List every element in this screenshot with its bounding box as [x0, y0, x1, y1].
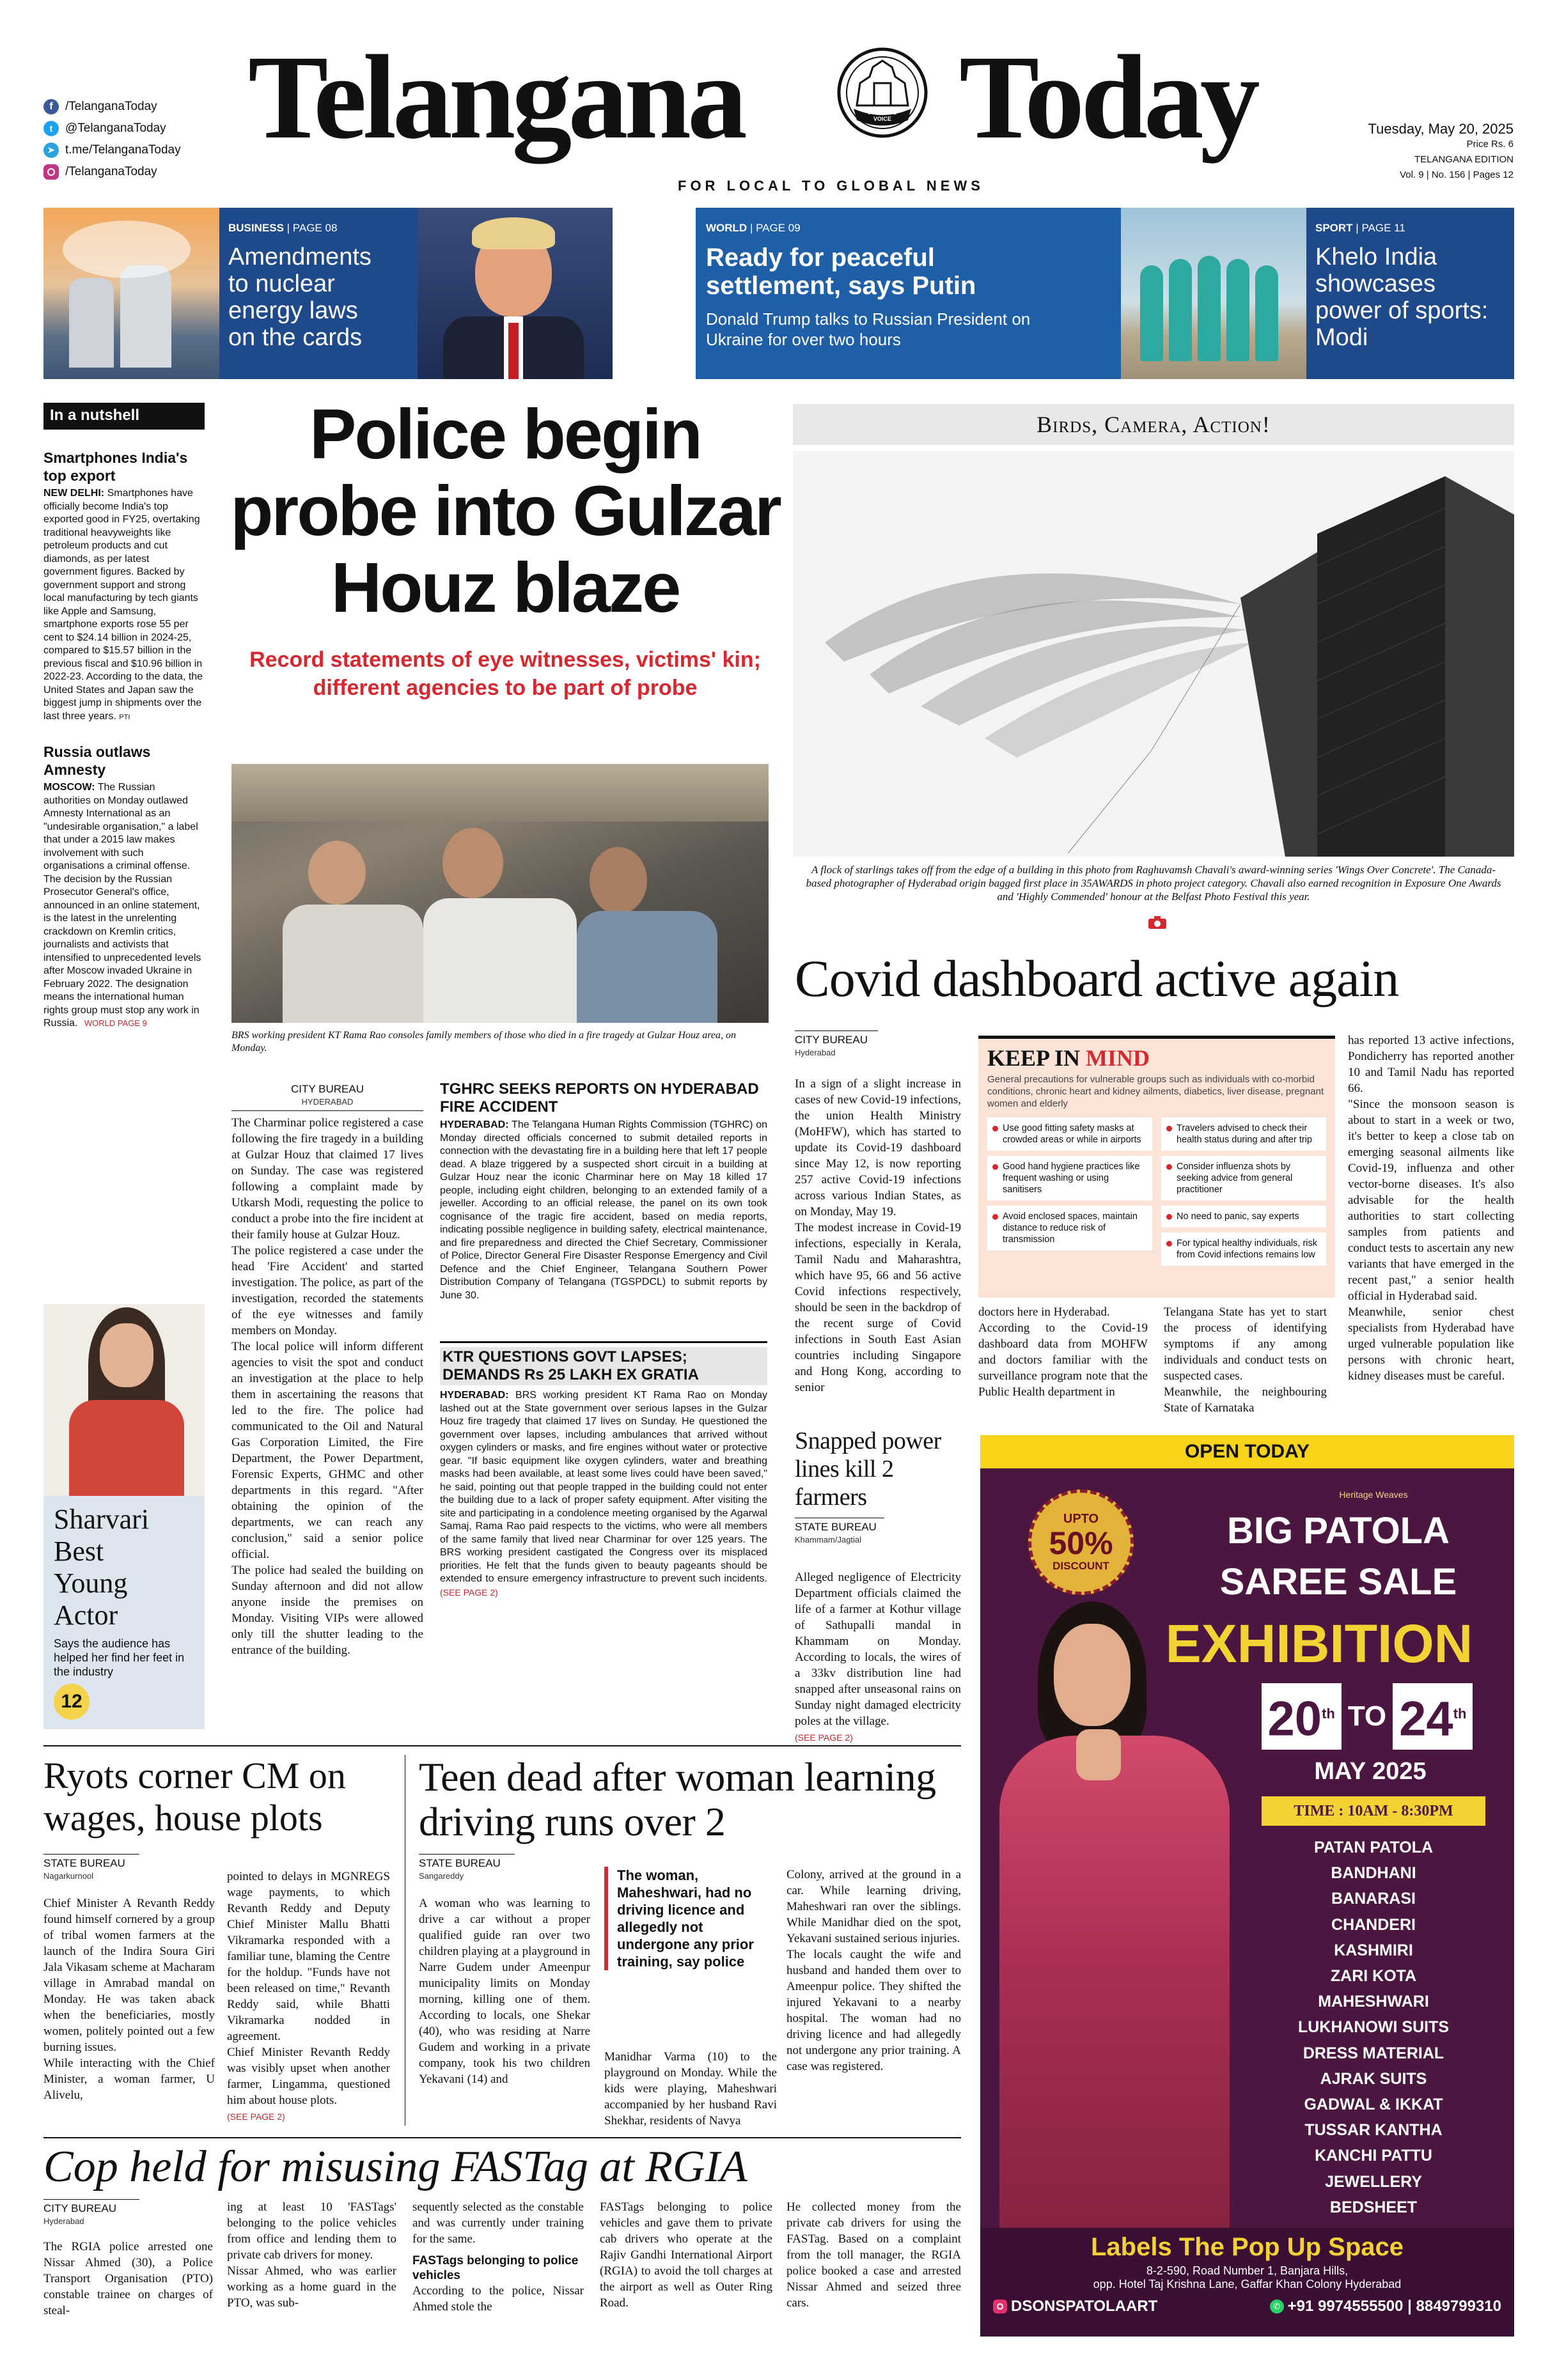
lead-byline: CITY BUREAU: [291, 1083, 364, 1095]
nutshell-label: In a nutshell: [43, 403, 205, 430]
teaser-page: PAGE 08: [292, 222, 338, 234]
fastag-body-col1: The RGIA police arrested one Nissar Ahmed (30), a Police Transport Organisation (PTO) constable trainee on charges of steal-: [43, 2240, 213, 2317]
nutshell-dateline: NEW DELHI:: [43, 488, 105, 499]
bullet-icon: [1166, 1241, 1172, 1247]
box-intro: General precautions for vulnerable groups such as individuals with co-morbid conditions, chronic heart and kidney ailments, diabetics, liver disease, pregnant women and elderly: [987, 1074, 1324, 1109]
twitter-icon: t: [43, 121, 59, 136]
promo-page-badge: 12: [54, 1684, 90, 1720]
price: Price Rs. 6: [1466, 139, 1514, 150]
fastag-dateline: Hyderabad: [43, 2216, 84, 2226]
ad-time: TIME : 10AM - 8:30PM: [1262, 1796, 1485, 1826]
section-divider: [43, 2137, 961, 2138]
ad-venue: Labels The Pop Up Space: [1090, 2233, 1404, 2261]
teaser-image-nuclear: [43, 208, 219, 379]
lead-dateline: HYDERABAD: [301, 1097, 354, 1107]
edition: TELANGANA EDITION: [1414, 154, 1514, 165]
ad-item: LUKHANOWI SUITS: [1297, 2018, 1450, 2037]
fastag-byline-block: [43, 2199, 139, 2227]
box-tip: No need to panic, say experts: [1161, 1206, 1326, 1227]
ktr-dateline: HYDERABAD:: [440, 1390, 509, 1401]
ad-model-illustration: [980, 1589, 1249, 2311]
promo-text: Says the audience has helped her find her feet in the industry: [54, 1637, 185, 1678]
ad-item: TUSSAR KANTHA: [1304, 2121, 1443, 2140]
promo-title: Sharvari Best Young Actor: [54, 1504, 150, 1631]
teaser-page: PAGE 11: [1361, 222, 1405, 234]
lead-headline: Police begin probe into Gulzar Houz blaze: [230, 395, 780, 627]
fastag-byline: CITY BUREAU: [43, 2199, 139, 2216]
teaser-bar: [43, 208, 1514, 379]
ad-phone[interactable]: +91 9974555500 | 8849799310: [1287, 2298, 1501, 2315]
ad-footer: [980, 2228, 1514, 2337]
lead-photo: [231, 764, 769, 1023]
bullet-icon: [992, 1164, 998, 1170]
ktr-story[interactable]: [440, 1341, 767, 1599]
power-body: Alleged negligence of Electricity Department officials claimed the life of a farmer at Kothur village of Sathupalli mandal in Khammam on Monday. According to locals, the wires of a 33kv distribution line had snapped after unseasonal rains on Sunday night damaged electricity poles at the village.: [795, 1571, 961, 1728]
ad-item: KASHMIRI: [1334, 1941, 1413, 1959]
promo-box[interactable]: [43, 1304, 205, 1729]
ktr-seepage: (SEE PAGE 2): [440, 1587, 498, 1598]
nutshell-seepage: WORLD PAGE 9: [84, 1018, 147, 1028]
emblem-icon: [834, 45, 930, 141]
nutshell-text: The Russian authorities on Monday outlawed Amnesty International as an "undesirable organisation," a label that under a 2015 law makes involvement with such organisations a criminal offense. The decision by the Russian Prosecutor General's office, announced in an online statement, is the latest in the unrelenting crackdown on Kremlin critics, journalists and activists that intensified to unprecedented levels after Moscow invaded Ukraine in February 2022. The designation means the international human rights group must stop any work in Russia.: [43, 782, 201, 1029]
ad-address1: 8-2-590, Road Number 1, Banjara Hills,: [1146, 2264, 1349, 2277]
teen-body-col2: Manidhar Varma (10) to the playground on Monday. While the kids were playing, Maheshwari accompanied by her husband Ravi Shekhar, residents of Navya: [604, 2050, 777, 2127]
social-facebook[interactable]: [43, 96, 235, 118]
fastag-body-col4: FASTags belonging to police vehicles and gave them to private cab drivers who operate at the Rajiv Gandhi International Airport (RGIA) to avoid the toll charges at the airport as well as Outer Ring Road.: [600, 2200, 772, 2310]
teaser-section: BUSINESS: [228, 222, 284, 234]
box-title-accent: MIND: [1086, 1045, 1150, 1071]
ad-item: BANARASI: [1331, 1890, 1416, 1908]
nutshell-column: [43, 403, 205, 1031]
starlings-skyline-illustration: [793, 451, 1514, 857]
masthead-title-left: Telangana: [248, 30, 744, 164]
covid-body-col3: Telangana State has yet to start the process of identifying symptoms if any among individuals and conduct tests on suspected cases. Meanwhile, the neighbouring State of Karnataka: [1164, 1305, 1327, 1415]
teaser-headline: Amendments to nuclear energy laws on the cards: [228, 244, 372, 351]
nutshell-text: Smartphones have officially become India's top exported good in FY25, overtaking traditional heavyweights like petroleum products and cut diamonds, as per latest government figures. Backed by government support and strong local manufacturing by tech giants like Apple and Samsung, smartphone exports rose 55 per cent to $24.14 billion in 2024-25, compared to $15.57 billion in the previous fiscal and $10.96 billion in 2022-23. According to the data, the United States and Japan saw the biggest jump in shipments over the last three years.: [43, 488, 203, 722]
lead-photo-caption: BRS working president KT Rama Rao consoles family members of those who died in a fire tragedy at Gulzar Houz area, on Monday.: [231, 1030, 736, 1054]
teaser-image-dancers: [1121, 208, 1306, 379]
ryots-body-col1: Chief Minister A Revanth Reddy found himself cornered by a group of tribal women farmers at the launch of the Indira Soura Giri Jala Vikasam scheme at Macharam village in Amrabad mandal on Monday. He was taken aback when the beneficiaries, mostly women, politely pointed out a few burning issues. While interacting with the Chief Minister, a woman farmer, U Alivelu,: [43, 1897, 215, 2102]
teen-headline: Teen dead after woman learning driving runs over 2: [419, 1754, 936, 1844]
ad-item: CHANDERI: [1331, 1915, 1416, 1934]
ryots-body-col2-wrap: [227, 1853, 390, 2125]
nutshell-item-title: Russia outlaws Amnesty: [43, 743, 151, 778]
ryots-headline: Ryots corner CM on wages, house plots: [43, 1755, 346, 1839]
bullet-icon: [992, 1126, 998, 1132]
social-links: [43, 96, 235, 183]
bullet-icon: [1166, 1164, 1172, 1170]
ad-item: BANDHANI: [1331, 1864, 1416, 1883]
covid-dateline: Hyderabad: [795, 1048, 836, 1057]
nutshell-item[interactable]: [43, 449, 205, 724]
social-handle: t.me/TelanganaToday: [65, 143, 181, 157]
power-byline: STATE BUREAU: [795, 1518, 884, 1534]
social-twitter[interactable]: [43, 118, 235, 139]
teen-body-col3: Colony, arrived at the ground in a car. While learning driving, Maheshwari ran over the siblings. While Manidhar died on the spot, Yekavani sustained serious injuries. The locals caught the wife and husband and handed them over to Ameenpur police. They shifted the injured Yekavani to a nearby hospital. The woman had no driving licence and had allegedly not undergone any prior training. A case was registered.: [786, 1868, 961, 2073]
tghrc-dateline: HYDERABAD:: [440, 1119, 509, 1130]
tghrc-headline: TGHRC SEEKS REPORTS ON HYDERABAD FIRE ACCIDENT: [440, 1080, 759, 1116]
power-story[interactable]: [795, 1427, 961, 1746]
power-seepage: (SEE PAGE 2): [795, 1732, 853, 1743]
ad-line2: SAREE SALE: [1219, 1561, 1457, 1603]
teen-pullquote: The woman, Maheshwari, had no driving licence and allegedly not undergone any prior training, say police: [604, 1867, 771, 1970]
covid-body-col1: In a sign of a slight increase in cases of new Covid-19 infections, the union Health Ministry (MoHFW), which has started to update its Covid-19 dashboard since May 12, is now reporting 257 active Covid-19 infections across various Indian States, as on Monday, May 19. The modest increase in Covid-19 infections, especially in Kerala, Tamil Nadu and Maharashtra, which have 95, 66 and 56 active Covid infections respectively, should be seen in the backdrop of the recent surge of Covid infections in South East Asian countries including Singapore and Hong Kong, according to senior: [795, 1077, 961, 1394]
teen-byline-block: [419, 1854, 515, 1882]
teaser-subhead: Donald Trump talks to Russian President on Ukraine for over two hours: [706, 309, 1031, 349]
covid-body-col2: doctors here in Hyderabad. According to the Covid-19 dashboard data from MOHFW and doctors familiar with the surveillance program note that the Public Health department in: [978, 1305, 1148, 1399]
ad-item: MAHESHWARI: [1318, 1993, 1429, 2011]
facebook-icon: f: [43, 99, 59, 114]
fastag-body-col5: He collected money from the private cab drivers for using the FASTag. Based on a complaint from the toll manager, the RGIA police booked a case and arrested Nissar Ahmed and seized three cars.: [786, 2200, 961, 2310]
teaser-sport[interactable]: SPORT | PAGE 11 Khelo India showcases power of sports: Modi: [1306, 208, 1514, 379]
ryots-body-col2: pointed to delays in MGNREGS wage payments, to which Revanth Reddy and Deputy Chief Minister Mallu Bhatti Vikramarka responded with a familiar tune, blaming the Centre for the holdup. "Funds have not been released on time," Revanth Reddy said, while Bhatti Vikramarka nodded in agreement. Chief Minister Revanth Reddy was visibly upset when another farmer, Lingamma, questioned him about house plots.: [227, 1870, 390, 2107]
lead-byline-block: [231, 1080, 423, 1658]
covid-byline-block: [795, 1031, 878, 1059]
photo-feature-kicker: Birds, Camera, Action!: [793, 404, 1514, 445]
section-divider: [43, 1745, 961, 1746]
teaser-headline: Khelo India showcases power of sports: Modi: [1315, 244, 1489, 351]
emblem-text: PEOPLE'S VOICE: [868, 109, 897, 122]
ad-brand: Heritage Weaves: [1339, 1489, 1408, 1500]
ad-item: BEDSHEET: [1329, 2198, 1418, 2216]
edition-info: [1368, 121, 1514, 183]
keep-in-mind-box: [978, 1036, 1335, 1298]
ad-instagram[interactable]: DSONSPATOLAART: [1011, 2298, 1158, 2315]
ad-item: AJRAK SUITS: [1320, 2069, 1427, 2088]
teaser-world[interactable]: WORLD | PAGE 09 Ready for peaceful settlement, says Putin Donald Trump talks to Russian President on Ukraine for over two hours: [696, 208, 1121, 379]
masthead-emblem: [834, 45, 930, 141]
teaser-image-trump: [418, 208, 613, 379]
ryots-dateline: Nagarkurnool: [43, 1871, 94, 1881]
fastag-body-col2: ing at least 10 'FASTags' belonging to the police vehicles from office and lending them to private cab drivers for money. Nissar Ahmed, who was earlier working as a home guard in the PTO, was sub-: [227, 2200, 396, 2310]
discount-badge: UPTO 50% DISCOUNT: [1028, 1489, 1134, 1595]
photo-feature-caption: A flock of starlings takes off from the edge of a building in this photo from Raghuvamsh Chavali's award-winning series 'Wings Over Concrete'. The Canada-based photographer of Hyderabad origin bagged first place in 35AWARDS in photo project category. Chavali also earned recognition in Exposure One Awards and 'Highly Commended' honour at the Belfast Photo Festival this year.: [806, 864, 1501, 903]
ad-month: MAY 2025: [1314, 1758, 1427, 1785]
social-instagram[interactable]: [43, 161, 235, 183]
bullet-icon: [1166, 1214, 1172, 1220]
covid-headline: Covid dashboard active again: [795, 949, 1399, 1007]
ad-line1: BIG PATOLA: [1227, 1510, 1450, 1552]
teaser-page: PAGE 09: [756, 222, 801, 234]
social-handle: /TelanganaToday: [65, 165, 157, 178]
instagram-icon: [43, 164, 59, 180]
photo-feature-image: [793, 451, 1514, 857]
telegram-icon: ➤: [43, 143, 59, 158]
nutshell-item[interactable]: [43, 743, 205, 1031]
instagram-icon: [993, 2299, 1007, 2314]
ad-item: GADWAL & IKKAT: [1304, 2096, 1443, 2114]
tghrc-text: The Telangana Human Rights Commission (TGHRC) on Monday directed officials concerned to submit detailed reports in connection with the devastating fire in a building here that left 17 people dead. A blaze triggered by a suspected short circuit in a building at Gulzar Houz near the iconic Charminar here on May 18 killed 17 people, including eight children, belonging to an extended family of a jeweller. According to an official release, the panel on its own took cognisance of the tragic fire accident, based on media reports, indicating possible negligence in building safety, electrical maintenance, and fire preparedness and directed the Chief Secretary, Commissioner of Police, Director General Fire Disaster Response Emergency and Civil Defence and the Chief Engineer, Telangana Southern Power Distribution Company of Telangana (TGSPDCL) to submit reports by June 30.: [440, 1119, 768, 1301]
promo-photo: [43, 1304, 205, 1496]
ad-header: OPEN TODAY: [980, 1435, 1514, 1468]
teaser-section: SPORT: [1315, 222, 1353, 234]
covid-byline: CITY BUREAU: [795, 1031, 878, 1047]
ad-item-list: [1268, 1835, 1479, 2220]
ad-date-from: 20: [1267, 1692, 1322, 1746]
covid-body-col4: has reported 13 active infections, Pondicherry has reported another 10 and Tamil Nadu has reported 66. "Since the monsoon season is about to start in a week or two, it's better to keep a close tab on emerging seasonal ailments like Covid-19, influenza and other vector-borne diseases. It's also advisable for the health authorities to start collecting samples from patients and conduct tests to ascertain any new variants that have emerged in the recent past," a senior health official in Hyderabad said. Meanwhile, senior chest specialists from Hyderabad have urged vulnerable population like persons with chronic heart, kidney diseases must be careful.: [1348, 1034, 1514, 1383]
ad-line3: EXHIBITION: [1165, 1614, 1473, 1674]
ryots-byline: STATE BUREAU: [43, 1854, 139, 1871]
social-handle: @TelanganaToday: [65, 121, 166, 135]
box-tip: Travelers advised to check their health status during and after trip: [1161, 1117, 1326, 1151]
whatsapp-icon: ✆: [1270, 2299, 1284, 2314]
teen-body-col1: A woman who was learning to drive a car without a proper qualified guide ran over two children playing at a playground in Narre Gudem under Ameenpur municipality limits on Monday morning, killing one of them. According to locals, one Shekar (40), who was residing at Narre Gudem and working in a private company, took his two children Yekavani (14) and: [419, 1897, 590, 2086]
teaser-headline: Ready for peaceful settlement, says Putin: [706, 244, 976, 300]
ryots-byline-block: [43, 1854, 139, 1882]
issue-date: Tuesday, May 20, 2025: [1368, 121, 1514, 137]
masthead-tagline: FOR LOCAL TO GLOBAL NEWS: [678, 178, 984, 194]
ad-item: PATAN PATOLA: [1313, 1839, 1434, 1856]
ad-item: DRESS MATERIAL: [1303, 2044, 1444, 2062]
nutshell-credit: PTI: [119, 713, 130, 721]
teen-dateline: Sangareddy: [419, 1871, 464, 1881]
fastag-headline: Cop held for misusing FASTag at RGIA: [43, 2142, 747, 2191]
bullet-icon: [992, 1214, 998, 1220]
ad-address2: opp. Hotel Taj Krishna Lane, Gaffar Khan Colony Hyderabad: [1093, 2278, 1402, 2291]
ad-item: JEWELLERY: [1325, 2172, 1422, 2191]
lead-subhead: Record statements of eye witnesses, victims' kin; different agencies to be part of probe: [249, 648, 761, 700]
nutshell-dateline: MOSCOW:: [43, 782, 95, 793]
social-telegram[interactable]: [43, 139, 235, 161]
ad-date-until: 24: [1399, 1692, 1453, 1746]
masthead-title-right: Today: [959, 30, 1256, 164]
box-tip: Avoid enclosed spaces, maintain distance to reduce risk of transmission: [987, 1206, 1152, 1250]
teen-byline: STATE BUREAU: [419, 1854, 515, 1871]
teaser-section: WORLD: [706, 222, 747, 234]
teaser-business[interactable]: BUSINESS | PAGE 08 Amendments to nuclear energy laws on the cards: [219, 208, 504, 379]
ad-dates: 20th TO 24th: [1230, 1681, 1505, 1752]
box-title: KEEP IN: [987, 1045, 1081, 1071]
ktr-headline: KTR QUESTIONS GOVT LAPSES; DEMANDS Rs 25 LAKH EX GRATIA: [440, 1347, 767, 1385]
ad-to: TO: [1347, 1700, 1387, 1732]
camera-icon: [1148, 915, 1167, 929]
power-headline: Snapped power lines kill 2 farmers: [795, 1427, 941, 1511]
bullet-icon: [1166, 1126, 1172, 1132]
ryots-seepage: (SEE PAGE 2): [227, 2112, 285, 2122]
lead-body: The Charminar police registered a case following the fire tragedy in a building at Gulzar Houz that claimed 17 lives on Sunday. The case was registered following a complaint made by Utkarsh Modi, requesting the police to conduct a probe into the fire incident at their family house at Gulzar Houz. The police registered a case under the head 'Fire Accident' and started investigation. The police, as part of the investigation, recorded the statements of the eye witnesses and family members on Monday. The local police will inform different agencies to visit the spot and conduct an investigation at the place to help them in ascertaining the reasons that led to the fire. The police had communicated to the Oil and Natural Gas Corporation Limited, the Fire Department, the Power Department, Forensic Experts, GHMC and other departments in this regard. "After obtaining the opinion of the departments, we can reach any conclusion," said a senior police official. The police had sealed the building on Sunday afternoon and did not allow anyone inside the premises on Monday. Visiting VIPs were allowed only till the shutter leading to the entrance of the building.: [231, 1116, 423, 1657]
fastag-subhead: FASTags belonging to police vehicles: [412, 2254, 579, 2282]
tghrc-story[interactable]: [440, 1080, 767, 1302]
fastag-body-col3: sequently selected as the constable and was currently under training for the same. FASTags belonging to police vehicles According to the police, Nissar Ahmed stole the: [412, 2200, 584, 2314]
ad-item: KANCHI PATTU: [1315, 2147, 1432, 2165]
ad-item: ZARI KOTA: [1330, 1967, 1417, 1986]
nutshell-item-title: Smartphones India's top export: [43, 449, 188, 484]
box-tip: Consider influenza shots by seeking advice from general practitioner: [1161, 1156, 1326, 1201]
ad-panel[interactable]: [980, 1435, 1514, 2337]
box-tip: Use good fitting safety masks at crowded areas or while in airports: [987, 1117, 1152, 1151]
box-tip: Good hand hygiene practices like frequent washing or using sanitisers: [987, 1156, 1152, 1201]
volume: Vol. 9 | No. 156 | Pages 12: [1400, 169, 1514, 180]
box-tip: For typical healthy individuals, risk from Covid infections remains low: [1161, 1233, 1326, 1266]
social-handle: /TelanganaToday: [65, 100, 157, 113]
ktr-text: BRS working president KT Rama Rao on Monday lashed out at the State government over serious lapses in the Gulzar Houz fire tragedy that claimed 17 lives on Sunday. He questioned the government over lapses, including ambulances that arrived without oxygen cylinders or masks, and fire engines without water or protective gear. "If basic equipment like oxygen cylinders, water and breathing masks had been available, at least some lives could have been saved," he said, pointing out that people trapped in the building could not enter the building due to a lack of proper safety equipment. After visiting the site and participating in a condolence meeting organised by the Agarwal Samaj, Rama Rao paid respects to the victims, who were all members of the same family that lived near Charminar for over 125 years. The BRS working president castigated the Congress over its misplaced priorities. He felt that the funds given to beauty pageants should be extended to ensure emergency infrastructure to prevent such incidents.: [440, 1390, 768, 1584]
power-dateline: Khammam/Jagtial: [795, 1535, 862, 1544]
